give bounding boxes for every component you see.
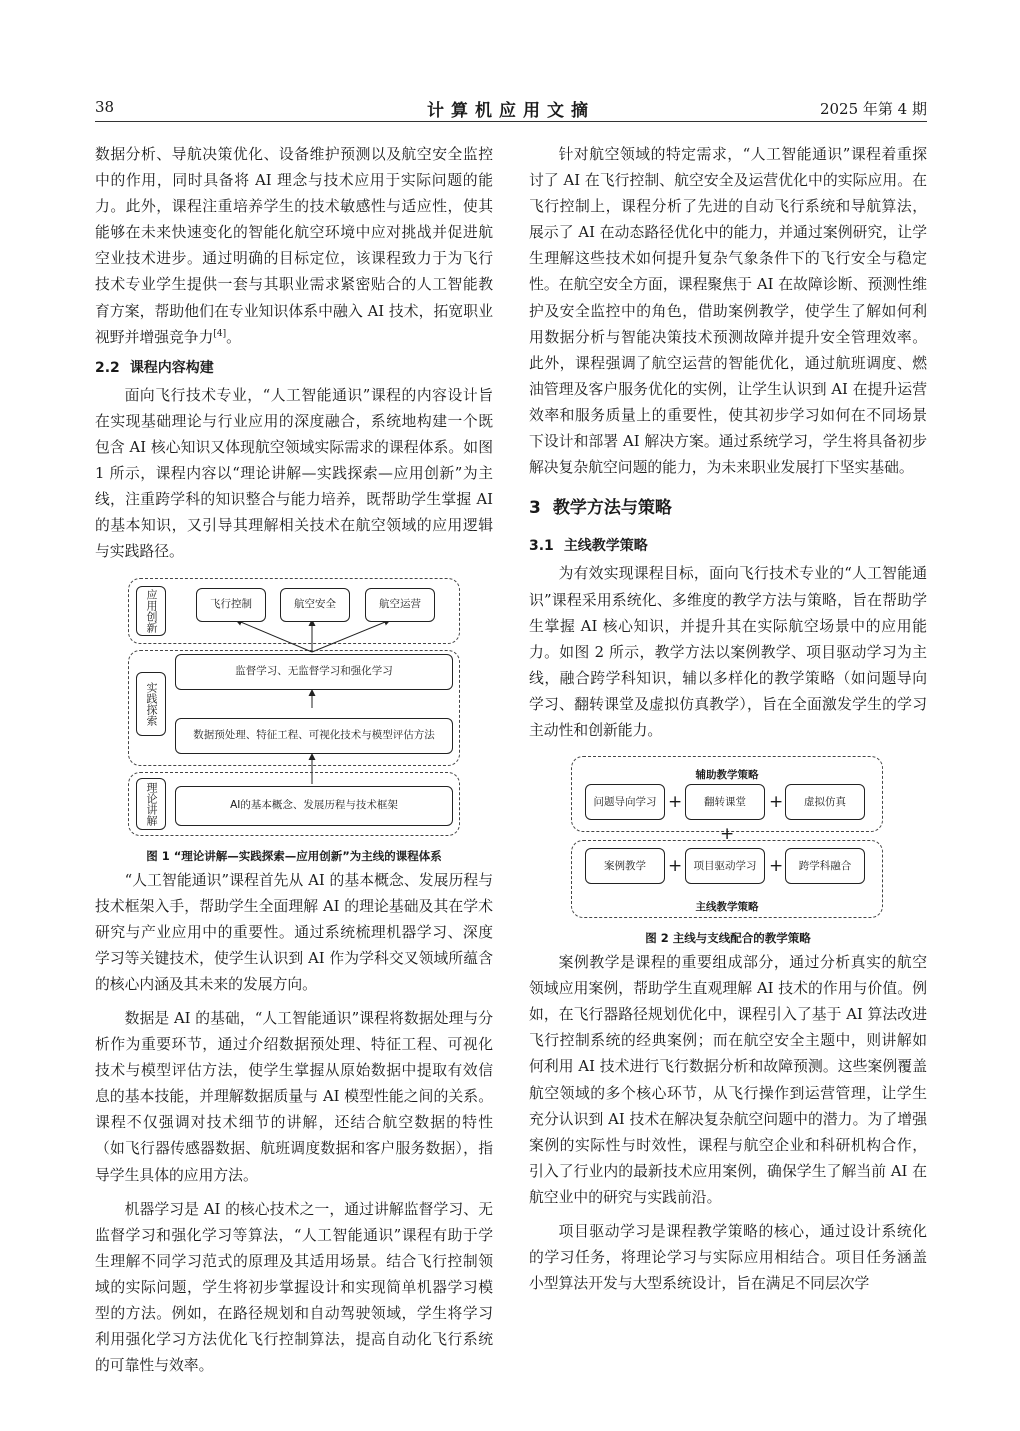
paragraph: 案例教学是课程的重要组成部分，通过分析真实的航空领域应用案例，帮助学生直观理解 AI 技术的作用与价值。例如，在飞行器路径规划优化中，课程引入了基于 AI 算法改进飞行控制系统的经典案例；而在航空安全主题中，则讲解如何利用 AI 技术进行飞行数据分析和故障预测。这些案例覆盖航空领域的多个核心环节，从飞行操作到运营管理，让学生充分认识到 AI 技术在解决复杂航空问题中的潜力。为了增强案例的实际性与时效性，课程与航空企业和科研机构合作，引入了行业内的最新技术应用案例，确保学生了解当前 AI 在航空业中的研究与实践前沿。 [529, 954, 927, 1206]
case-teaching-box: 案例教学 [585, 848, 665, 884]
paragraph: 针对航空领域的特定需求，“人工智能通识”课程着重探讨了 AI 在飞行控制、航空安全及运营优化中的实际应用。在飞行控制上，课程分析了先进的自动飞行系统和导航算法，展示了 AI 在动态路径优化中的能力，并通过案例研究，让学生理解这些技术如何提升复杂气象条件下的飞行安全与稳定性。在航空安全方面，课程聚焦于 AI 在故障诊断、预测性维护及安全监控中的角色，借助案例教学，使学生了解如何利用数据分析与智能决策技术预测故障并提升安全管理效率。此外，课程强调了航空运营的智能优化，通过航班调度、燃油管理及客户服务优化的实例，让学生认识到 AI 在提升运营效率和服务质量上的重要性，使其初步学习如何在不同场景下设计和部署 AI 解决方案。通过系统学习，学生将具备初步解决复杂航空问题的能力，为未来职业发展打下坚实基础。 [529, 146, 927, 477]
paragraph: 面向飞行技术专业，“人工智能通识”课程的内容设计旨在实现基础理论与行业应用的深度融合，系统地构建一个既包含 AI 核心知识又体现航空领域实际需求的课程体系。如图 1 所示，课程内容以“理论讲解—实践探索—应用创新”为主线，注重跨学科的知识整合与能力培养，既帮助学生掌握 AI 的基本知识，又引导其理解相关技术在航空领域的应用逻辑与实践路径。 [95, 386, 493, 561]
virtual-sim-box: 虚拟仿真 [785, 784, 865, 820]
left-column [95, 142, 493, 1379]
paragraph: 数据分析、导航决策优化、设备维护预测以及航空安全监控中的作用，同时具备将 AI 理念与技术应用于实际问题的能力。此外，课程注重培养学生的技术敏感性与适应性，使其能够在未来快速变化的智能化航空环境中应对挑战并促进航空业技术进步。通过明确的目标定位，该课程致力于为飞行技术专业学生提供一套与其职业需求紧密贴合的人工智能教育方案，帮助他们在专业知识体系中融入 AI 技术，拓宽职业视野并增强竞争力[4]。 [95, 146, 493, 346]
paragraph: 机器学习是 AI 的核心技术之一，通过讲解监督学习、无监督学习和强化学习等算法，“人工智能通识”课程有助于学生理解不同学习范式的原理及其适用场景。结合飞行控制领域的实际问题，学生将初步掌握设计和实现简单机器学习模型的方法。例如，在路径规划和自动驾驶领域，学生将学习利用强化学习方法优化飞行控制算法，提高自动化飞行系统的可靠性与效率。 [95, 1200, 493, 1375]
project-learning-box: 项目驱动学习 [685, 848, 765, 884]
data-processing-box: 数据预处理、特征工程、可视化技术与模型评估方法 [175, 718, 453, 754]
paragraph: “人工智能通识”课程首先从 AI 的基本概念、发展历程与技术框架入手，帮助学生全面理解 AI 的理论基础及其在学术研究与产业应用中的重要性。通过系统梳理机器学习、深度学习等关键技术，使学生认识到 AI 作为学科交叉领域所蕴含的核心内涵及其未来的发展方向。 [95, 871, 493, 993]
ai-basics-box: AI的基本概念、发展历程与技术框架 [175, 786, 453, 826]
paragraph: 项目驱动学习是课程教学策略的核心，通过设计系统化的学习任务，将理论学习与实际应用相结合。项目任务涵盖小型算法开发与大型系统设计，旨在满足不同层次学 [529, 1223, 927, 1293]
page-number: 38 [95, 98, 115, 116]
figure-2-caption: 图 2 主线与支线配合的教学策略 [645, 931, 811, 946]
pbl-box: 问题导向学习 [585, 784, 665, 820]
paragraph: 数据是 AI 的基础，“人工智能通识”课程将数据处理与分析作为重要环节，通过介绍数据预处理、特征工程、可视化技术与模型评估方法，使学生掌握从原始数据中提取有效信息的基本技能，并理解数据质量与 AI 模型性能之间的关系。课程不仅强调对技术细节的讲解，还结合航空数据的特性（如飞行器传感器数据、航班调度数据和客户服务数据），指导学生具体的应用方法。 [95, 1009, 493, 1184]
plus-sign: + [769, 792, 784, 813]
figure-1 [95, 578, 493, 840]
right-column [529, 142, 927, 1297]
paragraph: 为有效实现课程目标，面向飞行技术专业的“人工智能通识”课程采用系统化、多维度的教学方法与策略，旨在帮助学生掌握 AI 核心知识，并提升其在实际航空场景中的应用能力。如图 2 所示，教学方法以案例教学、项目驱动学习为主线，融合跨学科知识，辅以多样化的教学策略（如问题导向学习、翻转课堂及虚拟仿真教学），旨在全面激发学生的学习主动性和创新能力。 [529, 565, 927, 739]
aviation-safety-box: 航空安全 [280, 588, 350, 622]
running-header [95, 96, 927, 122]
issue-label: 2025 年第 4 期 [819, 100, 927, 118]
plus-sign: + [668, 792, 683, 813]
flipped-box: 翻转课堂 [685, 784, 765, 820]
journal-title: 计算机应用文摘 [427, 101, 595, 121]
section-heading: 2.2 课程内容构建 [95, 359, 214, 376]
aviation-ops-box: 航空运营 [365, 588, 435, 622]
flight-control-box: 飞行控制 [196, 588, 266, 622]
citation: [4] [213, 328, 227, 339]
plus-sign: + [769, 856, 784, 877]
interdisciplinary-box: 跨学科融合 [785, 848, 865, 884]
practice-label: 实践探索 [136, 672, 166, 736]
section-heading: 3.1 主线教学策略 [529, 538, 648, 555]
figure-2 [529, 754, 927, 922]
main-strategy-label: 主线教学策略 [695, 901, 759, 914]
figure-1-caption: 图 1 “理论讲解—实践探索—应用创新”为主线的课程体系 [146, 848, 442, 863]
aux-strategy-label: 辅助教学策略 [695, 769, 759, 782]
plus-sign: + [668, 856, 683, 877]
theory-label: 理论讲解 [136, 778, 166, 830]
innovation-label: 应用创新 [136, 586, 166, 636]
learning-methods-box: 监督学习、无监督学习和强化学习 [175, 654, 453, 690]
plus-sign: + [720, 824, 735, 845]
chapter-heading: 3 教学方法与策略 [529, 498, 672, 519]
